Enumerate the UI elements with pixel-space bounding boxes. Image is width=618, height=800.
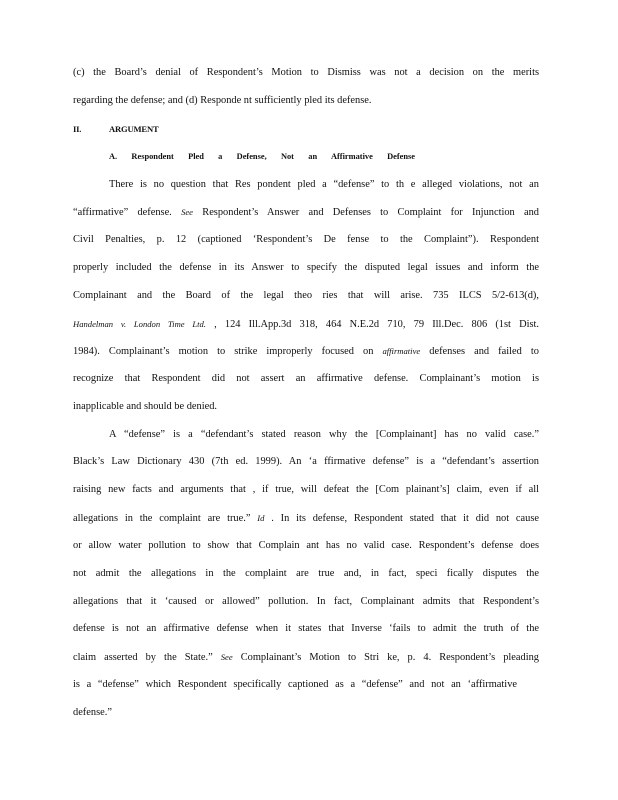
text-line: Black’s Law Dictionary 430 (7th ed. 1999). An ‘a ffirmative defense” is a “defendant’s assertion <box>73 456 539 467</box>
citation-signal: Id <box>257 513 265 523</box>
emphasis: affirmative <box>382 346 421 356</box>
text-line: “affirmative” defense. See Respondent’s Answer and Defenses to Complaint for Injunction and <box>73 207 540 218</box>
text-line: properly included the defense in its Answer to specify the disputed legal issues and inform the <box>73 262 539 273</box>
case-name: Handelman v. London Time Ltd. <box>73 319 206 329</box>
text-line: is a “defense” which Respondent specifically captioned as a “defense” and not an ‘affirmative <box>73 679 517 690</box>
text-line: Complainant and the Board of the legal theo ries that will arise. 735 ILCS 5/2-613(d), <box>73 290 539 301</box>
text-line: allegations in the complaint are true.” Id . In its defense, Respondent stated that it did not cause <box>73 513 539 524</box>
sub-heading: A. Respondent Pled a Defense, Not an Affirmative Defense <box>109 152 415 161</box>
text-line: 1984). Complainant’s motion to strike improperly focused on affirmative defenses and failed to <box>73 346 539 357</box>
text-line: Civil Penalties, p. 12 (captioned ‘Respondent’s De fense to the Complaint”). Respondent <box>73 234 539 245</box>
section-number: II. <box>73 124 82 134</box>
text-line: or allow water pollution to show that Complain ant has no valid case. Respondent’s defense does <box>73 540 539 551</box>
text-line: claim asserted by the State.” See Complainant’s Motion to Stri ke, p. 4. Respondent’s pleading <box>73 652 539 663</box>
text-line: (c) the Board’s denial of Respondent’s Motion to Dismiss was not a decision on the merits <box>73 67 539 78</box>
text-line: not admit the allegations in the complaint are true and, in fact, speci fically disputes the <box>73 568 539 579</box>
text-line: defense is not an affirmative defense when it states that Inverse ‘fails to admit the truth of the <box>73 623 539 634</box>
text-line: A “defense” is a “defendant’s stated reason why the [Complainant] has no valid case.” <box>109 429 539 440</box>
citation-signal: See <box>220 652 233 662</box>
section-title: ARGUMENT <box>109 124 159 134</box>
text-line: regarding the defense; and (d) Responde nt sufficiently pled its defense. <box>73 95 372 106</box>
text-line: raising new facts and arguments that , if true, will defeat the [Com plainant’s] claim, even if all <box>73 484 539 495</box>
text-line: There is no question that Res pondent pled a “defense” to th e alleged violations, not an <box>109 179 539 190</box>
text-line: defense.” <box>73 707 112 718</box>
text-line: Handelman v. London Time Ltd. , 124 Ill.App.3d 318, 464 N.E.2d 710, 79 Ill.Dec. 806 (1st Dist. <box>73 319 539 330</box>
citation-signal: See <box>181 207 193 217</box>
text-line: inapplicable and should be denied. <box>73 401 217 412</box>
text-line: recognize that Respondent did not assert an affirmative defense. Complainant’s motion is <box>73 373 539 384</box>
text-line: allegations that it ‘caused or allowed” pollution. In fact, Complainant admits that Respondent’s <box>73 596 539 607</box>
